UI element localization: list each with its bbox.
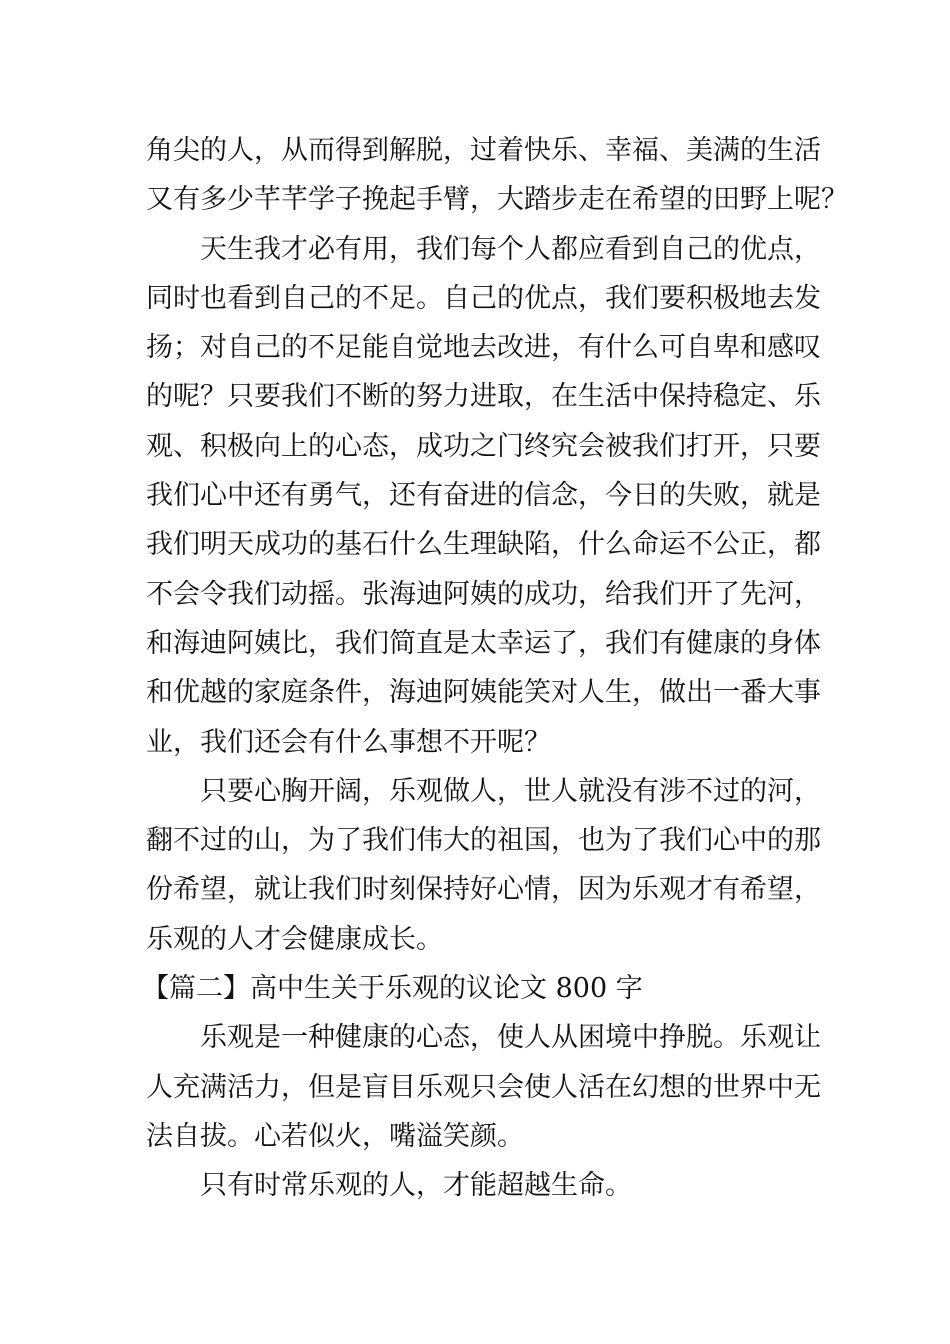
text-line: 角尖的人，从而得到解脱，过着快乐、幸福、美满的生活 (146, 135, 821, 166)
paragraph-start-line: 乐观是一种健康的心态，使人从困境中挣脱。乐观让 (200, 1022, 821, 1054)
text-line: 我们明天成功的基石什么生理缺陷，什么命运不公正，都 (146, 529, 821, 561)
paragraph-start-line: 只要心胸开阔，乐观做人，世人就没有涉不过的河， (200, 775, 821, 807)
text-line: 扬；对自己的不足能自觉地去改进，有什么可自卑和感叹 (146, 332, 821, 364)
text-line: 我们心中还有勇气，还有奋进的信念，今日的失败，就是 (146, 480, 821, 512)
text-line: 和优越的家庭条件，海迪阿姨能笑对人生，做出一番大事 (146, 677, 821, 709)
paragraph-start-line: 只有时常乐观的人，才能超越生命。 (200, 1170, 632, 1202)
text-line: 业，我们还会有什么事想不开呢？ (146, 726, 551, 758)
essay-text (142, 126, 848, 1211)
text-line: 观、积极向上的心态，成功之门终究会被我们打开，只要 (146, 430, 821, 462)
text-line: 的呢？只要我们不断的努力进取，在生活中保持稳定、乐 (146, 381, 821, 413)
paragraph-start-line: 天生我才必有用，我们每个人都应看到自己的优点， (200, 233, 821, 265)
section-heading: 【篇二】高中生关于乐观的议论文 800 字 (142, 973, 643, 1005)
text-line: 翻不过的山，为了我们伟大的祖国，也为了我们心中的那 (146, 825, 821, 857)
text-line: 和海迪阿姨比，我们简直是太幸运了，我们有健康的身体 (146, 627, 821, 659)
text-line: 法自拔。心若似火，嘴溢笑颜。 (146, 1120, 524, 1152)
text-line: 同时也看到自己的不足。自己的优点，我们要积极地去发 (146, 282, 821, 314)
text-line: 份希望，就让我们时刻保持好心情，因为乐观才有希望， (146, 874, 821, 906)
text-line: 人充满活力，但是盲目乐观只会使人活在幻想的世界中无 (146, 1071, 821, 1103)
text-line: 乐观的人才会健康成长。 (146, 923, 443, 955)
text-line: 又有多少芊芊学子挽起手臂，大踏步走在希望的田野上呢？ (146, 184, 848, 216)
text-line: 不会令我们动摇。张海迪阿姨的成功，给我们开了先河， (146, 578, 821, 610)
